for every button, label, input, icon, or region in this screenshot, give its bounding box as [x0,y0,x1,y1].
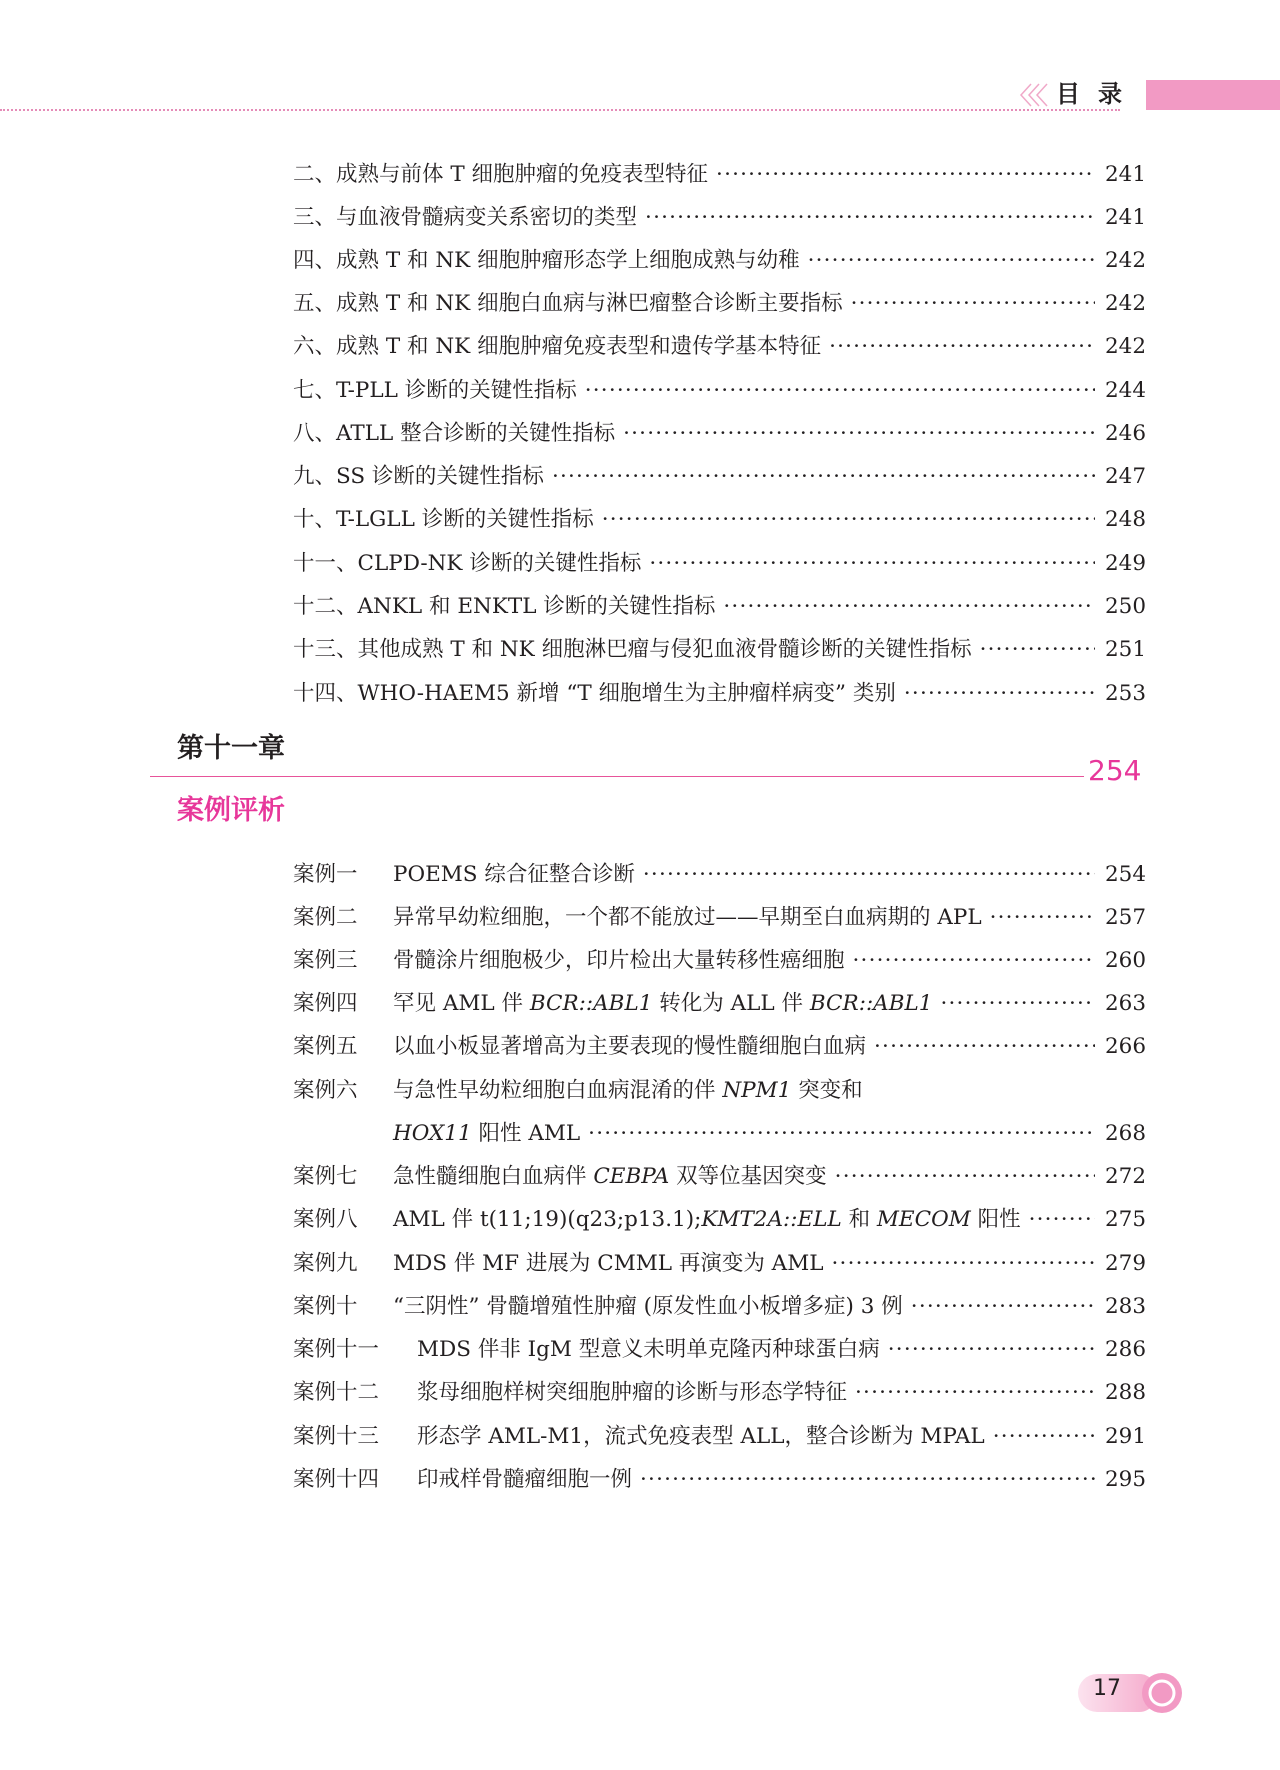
page-number: 291 [1105,1424,1147,1449]
page-number: 279 [1105,1251,1147,1276]
page-number: 260 [1105,948,1147,973]
case-entry[interactable]: 案例四 罕见 AML 伴 BCR::ABL1 转化为 ALL 伴 BCR::ABL1 ····· 263 [293,987,1143,1021]
page-number: 247 [1105,464,1147,489]
page-number: 248 [1105,507,1147,532]
case-entry[interactable]: 案例八 AML 伴 t(11;19)(q23;p13.1);KMT2A::ELL 和 MECOM 阳性 ····· 275 [293,1203,1143,1237]
page-number: 244 [1105,378,1147,403]
case-entry[interactable]: 案例五 以血小板显著增高为主要表现的慢性髓细胞白血病 ····· 266 [293,1030,1143,1064]
case-entry[interactable]: 案例三 骨髓涂片细胞极少，印片检出大量转移性癌细胞 ····· 260 [293,944,1143,978]
toc-entry[interactable]: 九、 SS 诊断的关键性指标 ····· 247 [293,460,1143,494]
page-number: 266 [1105,1034,1147,1059]
page-number: 253 [1105,681,1147,706]
toc-entry[interactable]: 十三、 其他成熟 T 和 NK 细胞淋巴瘤与侵犯血液骨髓诊断的关键性指标 ····· 251 [293,633,1143,667]
header-dotted-rule [0,109,1120,111]
chapter-number: 第十一章 [177,733,285,764]
case-entry[interactable]: 案例九 MDS 伴 MF 进展为 CMML 再演变为 AML ····· 279 [293,1247,1143,1281]
toc-entry[interactable]: 八、 ATLL 整合诊断的关键性指标 ····· 246 [293,417,1143,451]
case-entry-line1[interactable]: 案例六 与急性早幼粒细胞白血病混淆的伴 NPM1 突变和 [293,1078,863,1103]
toc-entry[interactable]: 五、 成熟 T 和 NK 细胞白血病与淋巴瘤整合诊断主要指标 ····· 242 [293,287,1143,321]
toc-entry[interactable]: 二、 成熟与前体 T 细胞肿瘤的免疫表型特征 ····· 241 [293,158,1143,192]
page-number: 250 [1105,594,1147,619]
page-number: 263 [1105,991,1147,1016]
case-entry[interactable]: 案例十四 印戒样骨髓瘤细胞一例 ····· 295 [293,1463,1143,1497]
page-header-title: 目录 [1056,80,1140,108]
page-number: 242 [1105,248,1147,273]
page-number: 241 [1105,162,1147,187]
page-number: 283 [1105,1294,1147,1319]
page-number: 251 [1105,637,1147,662]
toc-entry[interactable]: 七、 T-PLL 诊断的关键性指标 ····· 244 [293,374,1143,408]
case-entry-line2[interactable]: HOX11 阳性 AML ····· 268 [293,1117,1143,1151]
case-entry[interactable]: 案例一 POEMS 综合征整合诊断 ····· 254 [293,858,1143,892]
page-number: 254 [1105,862,1147,887]
case-entry[interactable]: 案例七 急性髓细胞白血病伴 CEBPA 双等位基因突变 ····· 272 [293,1160,1143,1194]
toc-entry[interactable]: 三、 与血液骨髓病变关系密切的类型 ····· 241 [293,201,1143,235]
case-entry[interactable]: 案例十三 形态学 AML-M1，流式免疫表型 ALL，整合诊断为 MPAL ····· 291 [293,1420,1143,1454]
page-number: 257 [1105,905,1147,930]
chevron-left-icon [1015,80,1055,110]
page-number: 242 [1105,334,1147,359]
case-entry[interactable]: 案例十二 浆母细胞样树突细胞肿瘤的诊断与形态学特征 ····· 288 [293,1376,1143,1410]
case-entry[interactable]: 案例二 异常早幼粒细胞，一个都不能放过——早期至白血病期的 APL ····· 257 [293,901,1143,935]
toc-entry[interactable]: 十、 T-LGLL 诊断的关键性指标 ····· 248 [293,503,1143,537]
page-number: 295 [1105,1467,1147,1492]
case-entry[interactable]: 案例十一 MDS 伴非 IgM 型意义未明单克隆丙种球蛋白病 ····· 286 [293,1333,1143,1367]
chapter-rule [150,776,1084,777]
toc-entry[interactable]: 十二、 ANKL 和 ENKTL 诊断的关键性指标 ····· 250 [293,590,1143,624]
page-number: 242 [1105,291,1147,316]
footer-page-number: 17 [1093,1676,1121,1701]
page-number: 286 [1105,1337,1147,1362]
page-number: 275 [1105,1207,1147,1232]
page-number: 249 [1105,551,1147,576]
toc-entry[interactable]: 十一、 CLPD-NK 诊断的关键性指标 ····· 249 [293,547,1143,581]
page-number: 288 [1105,1380,1147,1405]
page-number: 246 [1105,421,1147,446]
header-accent-bar [1146,80,1280,110]
chapter-page-number[interactable]: 254 [1088,754,1142,787]
page-number: 268 [1105,1121,1147,1146]
toc-entry[interactable]: 四、 成熟 T 和 NK 细胞肿瘤形态学上细胞成熟与幼稚 ····· 242 [293,244,1143,278]
toc-entry[interactable]: 十四、 WHO-HAEM5 新增 “T 细胞增生为主肿瘤样病变” 类别 ····· 253 [293,677,1143,711]
chapter-title: 案例评析 [177,795,285,826]
page-number: 241 [1105,205,1147,230]
case-entry[interactable]: 案例十 “三阴性” 骨髓增殖性肿瘤 (原发性血小板增多症) 3 例 ····· 283 [293,1290,1143,1324]
page-number: 272 [1105,1164,1147,1189]
toc-entry[interactable]: 六、 成熟 T 和 NK 细胞肿瘤免疫表型和遗传学基本特征 ····· 242 [293,330,1143,364]
